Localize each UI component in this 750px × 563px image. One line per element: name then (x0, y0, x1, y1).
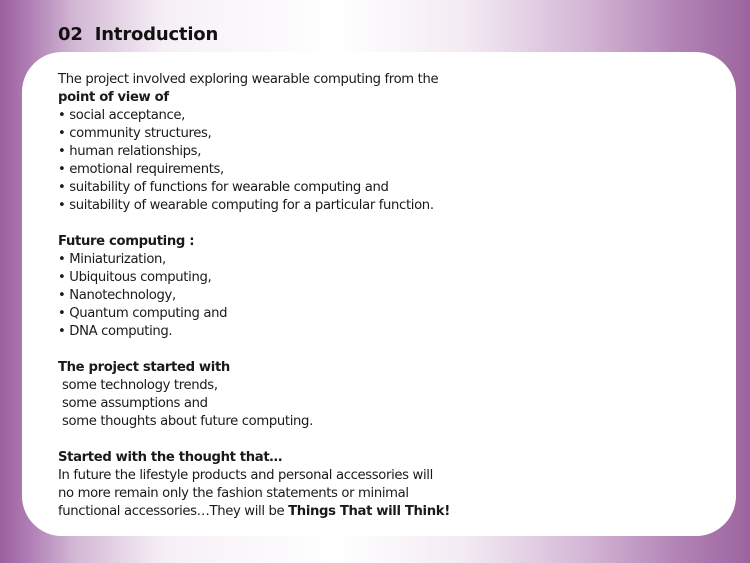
point-of-view-heading: point of view of (58, 90, 169, 105)
list-item: • Ubiquitous computing, (58, 270, 212, 285)
list-item: • suitability of wearable computing for a particular function. (58, 198, 434, 213)
slide-title (58, 24, 218, 45)
list-item: • Quantum computing and (58, 306, 228, 321)
things-that-will-think-emphasis: Things That will Think! (288, 504, 450, 519)
future-computing-heading: Future computing : (58, 234, 195, 249)
thought-heading: Started with the thought that… (58, 450, 283, 465)
slide-body (58, 71, 498, 521)
list-item: • emotional requirements, (58, 162, 224, 177)
list-item: • Miniaturization, (58, 252, 166, 267)
slide-title-text: Introduction (94, 24, 219, 45)
list-item: • suitability of functions for wearable computing and (58, 180, 389, 195)
slide-number: 02 (58, 24, 83, 45)
paragraph-line (58, 503, 498, 521)
project-started-heading: The project started with (58, 360, 230, 375)
paragraph-line: no more remain only the fashion statements or minimal (58, 486, 409, 501)
spacer (58, 431, 498, 449)
list-item: • Nanotechnology, (58, 288, 176, 303)
spacer (58, 215, 498, 233)
list-item: • human relationships, (58, 144, 202, 159)
list-item: • social acceptance, (58, 108, 185, 123)
intro-text: The project involved exploring wearable computing from the (58, 72, 439, 87)
list-item: • community structures, (58, 126, 212, 141)
list-item: some technology trends, (62, 378, 218, 393)
spacer (58, 341, 498, 359)
paragraph-line-prefix: functional accessories…They will be (58, 504, 289, 519)
list-item: some thoughts about future computing. (62, 414, 313, 429)
paragraph-line: In future the lifestyle products and personal accessories will (58, 468, 433, 483)
list-item: • DNA computing. (58, 324, 173, 339)
list-item: some assumptions and (62, 396, 208, 411)
